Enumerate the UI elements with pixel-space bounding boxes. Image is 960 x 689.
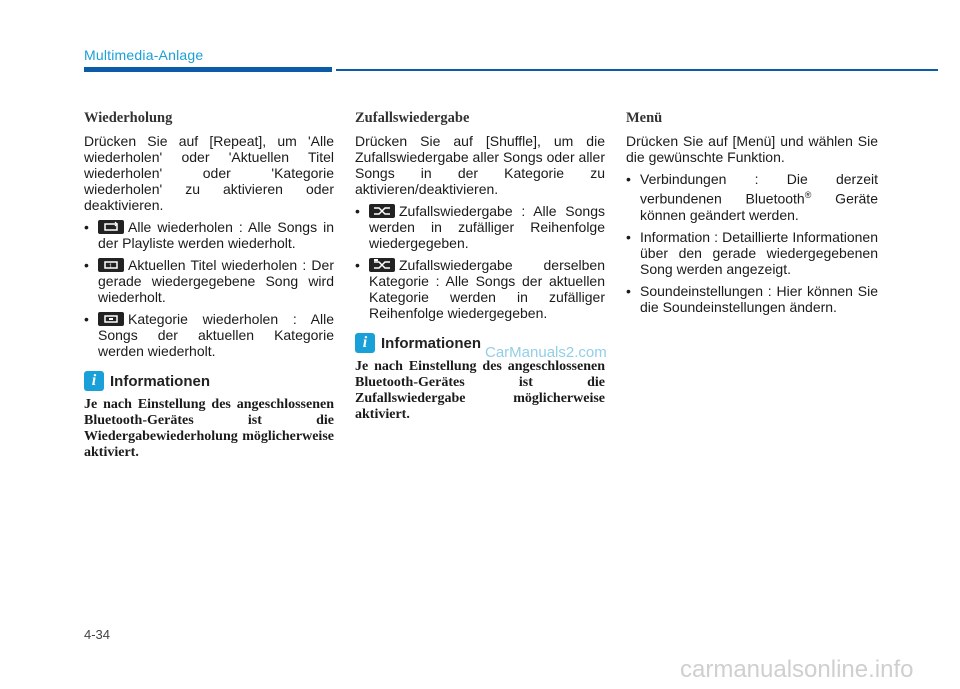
info-text: Je nach Einstellung des angeschlossenen Bluetooth-Gerätes ist die Zufallswiedergabe möglicherweise aktiviert. <box>355 359 605 422</box>
info-header <box>84 371 334 391</box>
shuffle-intro: Drücken Sie auf [Shuffle], um die Zufallswiedergabe aller Songs oder aller Songs in der Kategorie zu aktivieren/deaktivieren. <box>355 133 605 197</box>
list-item: • Alle wiederholen : Alle Songs in der Playliste werden wiederholt. <box>84 219 334 251</box>
list-item: • Kategorie wiederholen : Alle Songs der aktuellen Kategorie werden wiederholt. <box>84 311 334 359</box>
heading-menu: Menü <box>626 110 663 126</box>
header-rule-thin <box>336 69 938 71</box>
list-item: • 1 Aktuellen Titel wiederholen : Der gerade wiedergegebene Song wird wiederholt. <box>84 257 334 305</box>
list-item: • Soundeinstellungen : Hier können Sie die Soundeinstellungen ändern. <box>626 283 878 315</box>
shuffle-bullets <box>355 203 605 321</box>
footer-watermark: carmanualsonline.info <box>680 656 914 683</box>
menu-bullets <box>626 171 878 315</box>
list-item: • Information : Detaillierte Informationen über den gerade wiedergegebenen Song werden angezeigt. <box>626 229 878 277</box>
list-item: • Verbindungen : Die derzeit verbundenen Bluetooth® Geräte können geändert werden. <box>626 171 878 223</box>
menu-intro: Drücken Sie auf [Menü] und wählen Sie die gewünschte Funktion. <box>626 133 878 165</box>
list-item: • Zufallswiedergabe derselben Kategorie : Alle Songs der aktuellen Kategorie werden in zufälliger Reihenfolge wiedergegeben. <box>355 257 605 321</box>
heading-shuffle: Zufallswiedergabe <box>355 110 470 126</box>
list-item: • Zufallswiedergabe : Alle Songs werden in zufälliger Reihenfolge wiedergegeben. <box>355 203 605 251</box>
repeat-intro: Drücken Sie auf [Repeat], um 'Alle wiederholen' oder 'Aktuellen Titel wiederholen' oder 'Kategorie wiederholen' zu aktivieren oder deaktivieren. <box>84 133 334 213</box>
info-title: Informationen <box>381 334 481 352</box>
info-icon: i <box>355 333 375 353</box>
info-icon: i <box>84 371 104 391</box>
watermark: CarManuals2.com <box>485 344 607 361</box>
info-text: Je nach Einstellung des angeschlossenen Bluetooth-Gerätes ist die Wiedergabewiederholung möglicherweise aktiviert. <box>84 397 334 460</box>
shuffle-category-icon <box>369 258 395 272</box>
repeat-bullets <box>84 219 334 359</box>
repeat-category-icon <box>98 312 124 326</box>
section-title: Multimedia-Anlage <box>84 47 204 63</box>
header-rule-thick <box>84 67 332 72</box>
column-repeat <box>84 110 334 461</box>
heading-repeat: Wiederholung <box>84 110 173 126</box>
svg-text:1: • 1 <box>109 264 113 270</box>
repeat-one-icon <box>98 258 124 272</box>
shuffle-all-icon <box>369 204 395 218</box>
info-title: Informationen <box>110 372 210 390</box>
page-number: 4-34 <box>84 627 111 642</box>
repeat-all-icon <box>98 220 124 234</box>
column-shuffle <box>355 110 605 423</box>
column-menu <box>626 110 878 321</box>
